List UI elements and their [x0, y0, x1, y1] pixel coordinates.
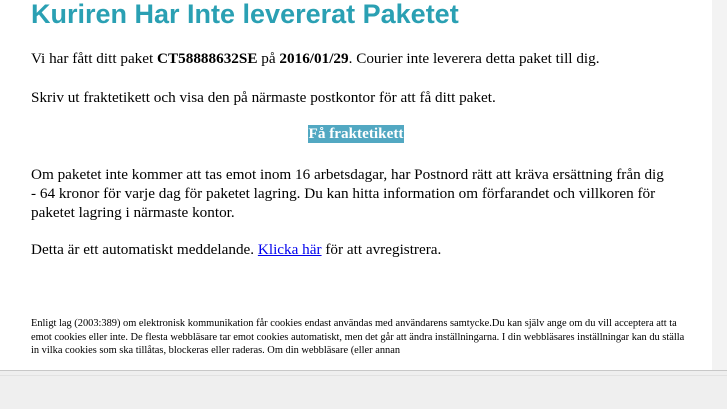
- status-bar-divider: [0, 375, 727, 376]
- tracking-number: CT58888632SE: [157, 50, 258, 67]
- intro-prefix: Vi har fått ditt paket: [31, 50, 158, 67]
- unsubscribe-link[interactable]: Klicka här: [257, 241, 322, 258]
- window-side-strip: [712, 0, 727, 370]
- cookie-notice: Enligt lag (2003:389) om elektronisk kommunikation får cookies endast användas med användarens samtycke.Du kan själv ange om du vill acceptera att ta emot cookies eller inte. De flesta webbläsare tar emot cookies automatiskt, men det går att ändra inställningarna. I din webbläsares inställningar kan du ställa in vilka cookies som ska tillåtas, blockeras eller raderas. Om din webbläsare (eller annan: [31, 318, 685, 357]
- intro-suffix: . Courier inte leverera detta paket till dig.: [348, 50, 600, 67]
- intro-middle: på: [257, 50, 280, 67]
- cta-row: [0, 125, 712, 143]
- auto-notice-paragraph: [31, 240, 441, 259]
- email-headline: Kuriren Har Inte levererat Paketet: [31, 0, 459, 29]
- intro-paragraph: [31, 49, 600, 68]
- auto-notice-suffix: för att avregistrera.: [321, 241, 442, 258]
- get-shipping-label-button[interactable]: Få fraktetikett: [308, 125, 404, 142]
- window-status-bar: [0, 370, 727, 409]
- auto-notice-prefix: Detta är ett automatiskt meddelande.: [31, 241, 258, 258]
- instruction-paragraph: Skriv ut fraktetikett och visa den på närmaste postkontor för att få ditt paket.: [31, 89, 496, 106]
- delivery-date: 2016/01/29: [279, 50, 349, 67]
- warning-paragraph: Om paketet inte kommer att tas emot inom 16 arbetsdagar, har Postnord rätt att kräva ersättning från dig - 64 kronor för varje dag för paketet lagring. Du kan hitta information om förfarandet och villkoren för paketet lagring i närmaste kontor.: [31, 166, 664, 221]
